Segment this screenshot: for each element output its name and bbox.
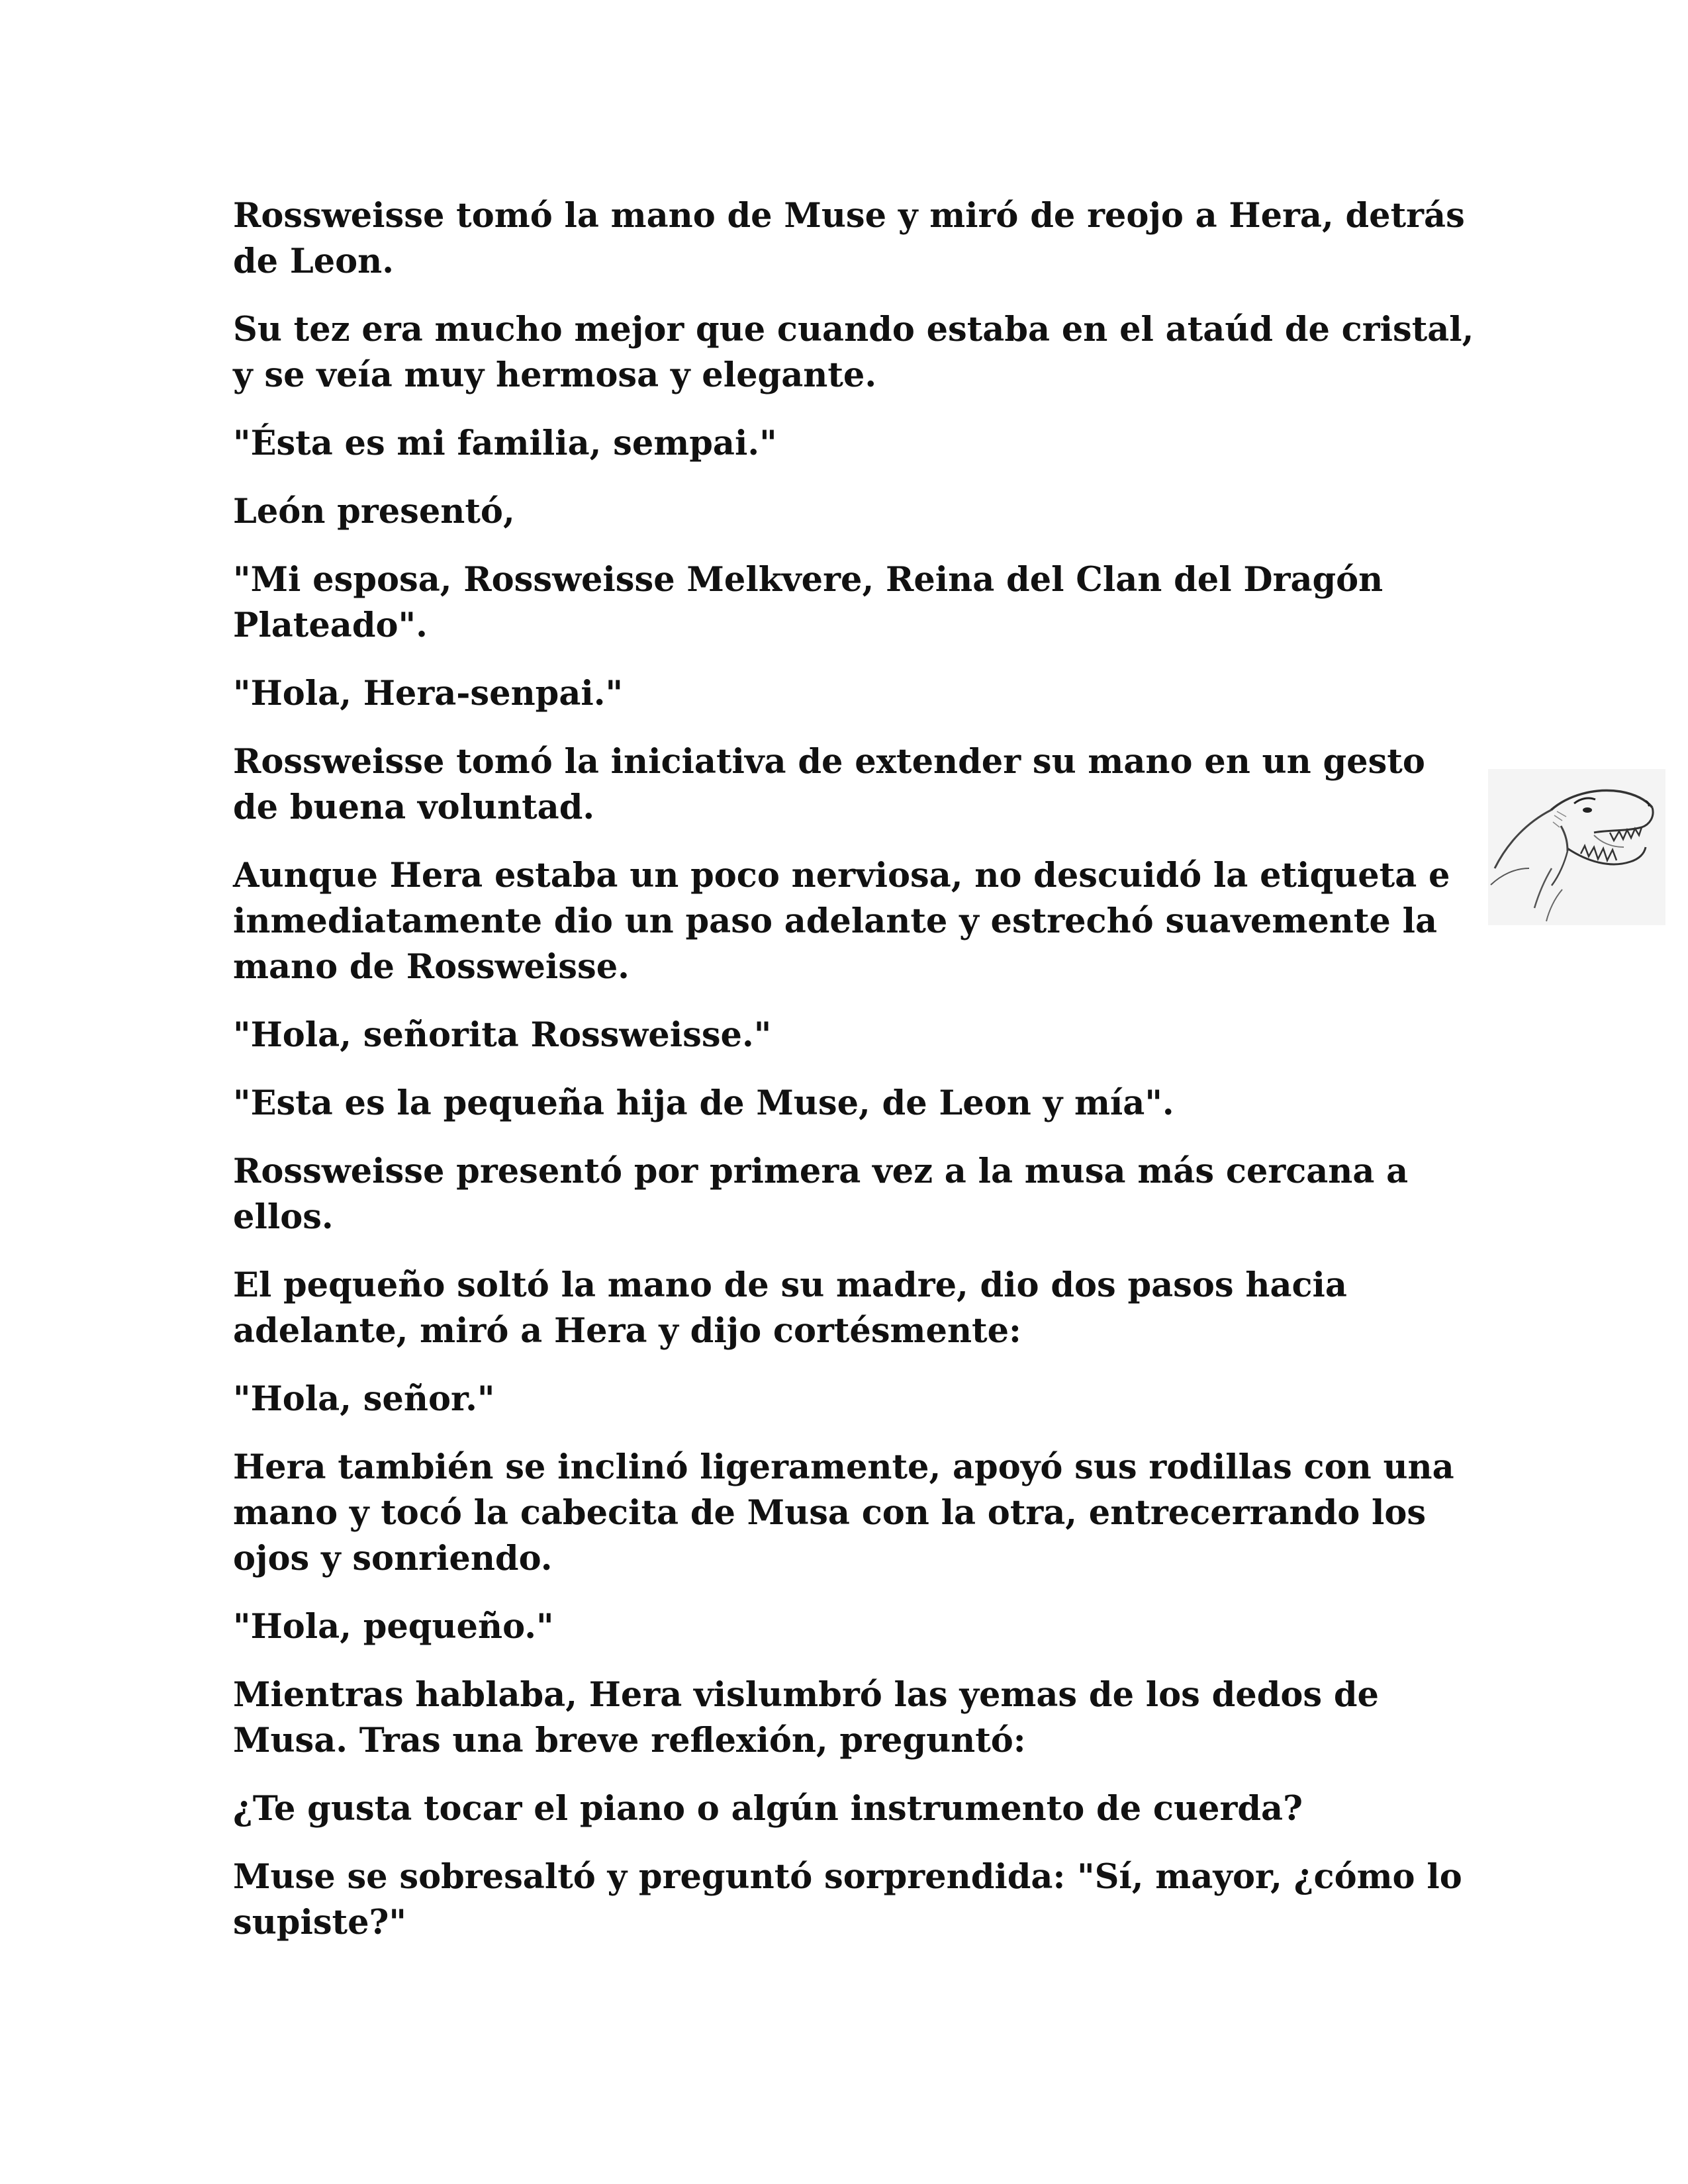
paragraph-3: "Ésta es mi familia, sempai." [233, 424, 777, 463]
paragraph-12: El pequeño soltó la mano de su madre, dio dos pasos hacia adelante, miró a Hera y dijo cortésmente: [233, 1265, 1347, 1351]
paragraph-18: Muse se sobresaltó y preguntó sorprendida: "Sí, mayor, ¿cómo lo supiste?" [233, 1857, 1462, 1942]
paragraph-2: Su tez era mucho mejor que cuando estaba en el ataúd de cristal, y se veía muy hermosa y elegante. [233, 310, 1474, 395]
paragraph-14: Hera también se inclinó ligeramente, apoyó sus rodillas con una mano y tocó la cabecita de Musa con la otra, entrecerrando los ojos y sonriendo. [233, 1447, 1454, 1578]
paragraph-11: Rossweisse presentó por primera vez a la musa más cercana a ellos. [233, 1152, 1409, 1237]
paragraph-10: "Esta es la pequeña hija de Muse, de Leon y mía". [233, 1083, 1174, 1123]
paragraph-15: "Hola, pequeño." [233, 1607, 554, 1647]
paragraph-8: Aunque Hera estaba un poco nerviosa, no descuidó la etiqueta e inmediatamente dio un paso adelante y estrechó suavemente la mano de Rossweisse. [233, 856, 1450, 987]
paragraph-5: "Mi esposa, Rossweisse Melkvere, Reina del Clan del Dragón Plateado". [233, 560, 1383, 645]
body-text [233, 193, 1477, 1968]
dinosaur-head-sketch-icon [1488, 769, 1665, 925]
paragraph-9: "Hola, señorita Rossweisse." [233, 1015, 772, 1055]
paragraph-6: "Hola, Hera-senpai." [233, 674, 624, 713]
paragraph-16: Mientras hablaba, Hera vislumbró las yemas de los dedos de Musa. Tras una breve reflexión, preguntó: [233, 1675, 1379, 1760]
paragraph-17: ¿Te gusta tocar el piano o algún instrumento de cuerda? [233, 1789, 1303, 1829]
paragraph-13: "Hola, señor." [233, 1379, 495, 1419]
paragraph-7: Rossweisse tomó la iniciativa de extender su mano en un gesto de buena voluntad. [233, 742, 1425, 827]
paragraph-1: Rossweisse tomó la mano de Muse y miró de reojo a Hera, detrás de Leon. [233, 196, 1465, 281]
paragraph-4: León presentó, [233, 492, 515, 531]
